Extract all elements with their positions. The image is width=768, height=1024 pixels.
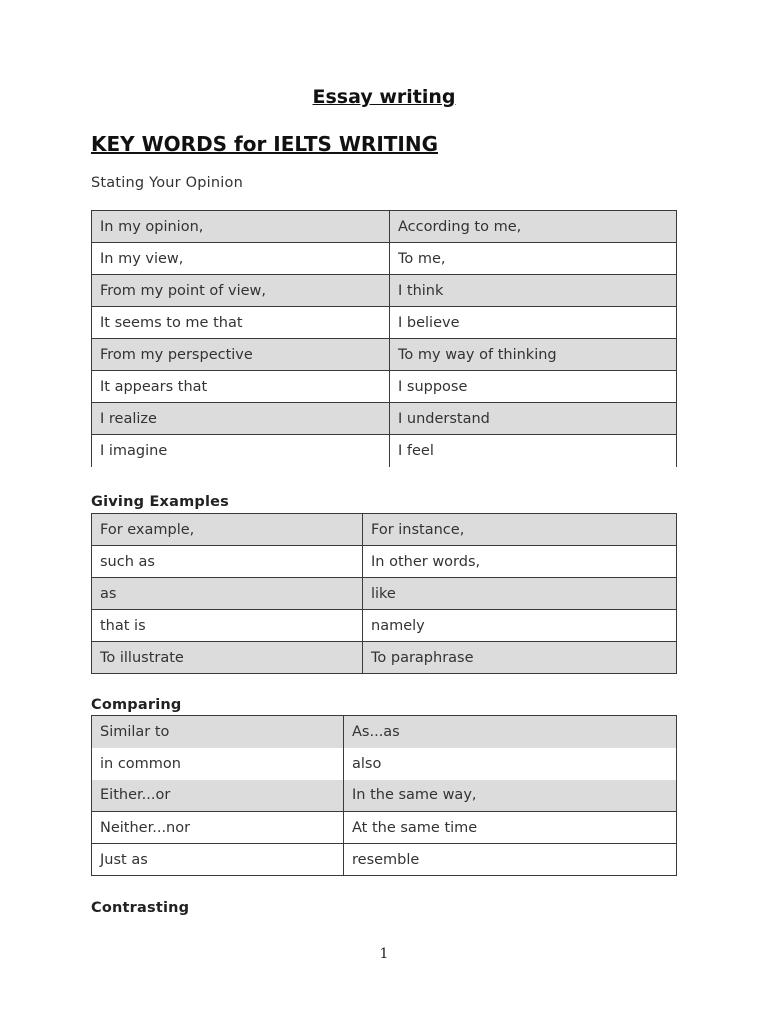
table-row [92,844,677,876]
table-cell: Just as [92,844,344,876]
table-row [92,546,677,578]
table-opinion [91,210,677,467]
table-cell: in common [92,748,344,780]
table-cell: also [344,748,677,780]
table-cell: I imagine [92,435,390,467]
table-cell: I believe [390,307,677,339]
table-cell: I understand [390,403,677,435]
table-row [92,716,677,748]
table-cell: From my perspective [92,339,390,371]
table-cell: From my point of view, [92,275,390,307]
table-row [92,610,677,642]
table-cell: In other words, [363,546,677,578]
table-cell: For example, [92,514,363,546]
table-cell: To my way of thinking [390,339,677,371]
table-examples [91,513,677,674]
table-cell: According to me, [390,211,677,243]
table-comparing [91,715,677,876]
section-heading-contrasting: Contrasting [91,900,190,916]
table-row [92,748,677,780]
table-cell: that is [92,610,363,642]
table-cell: Neither...nor [92,812,344,844]
table-row [92,812,677,844]
table-cell: It seems to me that [92,307,390,339]
section-heading-examples: Giving Examples [91,494,230,510]
table-row [92,403,677,435]
table-cell: For instance, [363,514,677,546]
document-title: Essay writing [312,86,456,108]
table-cell: In my opinion, [92,211,390,243]
table-cell: In my view, [92,243,390,275]
table-cell: I feel [390,435,677,467]
table-row [92,371,677,403]
table-cell: It appears that [92,371,390,403]
table-cell: namely [363,610,677,642]
table-row [92,275,677,307]
table-cell: such as [92,546,363,578]
table-row [92,243,677,275]
table-cell: I suppose [390,371,677,403]
table-cell: To illustrate [92,642,363,674]
section-heading-comparing: Comparing [91,697,182,713]
table-cell: like [363,578,677,610]
table-cell: As...as [344,716,677,748]
table-cell: In the same way, [344,780,677,812]
table-row [92,339,677,371]
section-heading-opinion: Stating Your Opinion [91,175,243,191]
table-row [92,435,677,467]
table-row [92,211,677,243]
table-cell: Similar to [92,716,344,748]
table-row [92,578,677,610]
table-row [92,780,677,812]
table-row [92,642,677,674]
table-cell: resemble [344,844,677,876]
main-heading: KEY WORDS for IELTS WRITING [91,132,438,156]
table-row [92,307,677,339]
table-cell: as [92,578,363,610]
table-cell: Either...or [92,780,344,812]
page-number: 1 [379,946,389,962]
table-cell: To me, [390,243,677,275]
table-cell: To paraphrase [363,642,677,674]
table-cell: At the same time [344,812,677,844]
table-cell: I think [390,275,677,307]
table-cell: I realize [92,403,390,435]
table-row [92,514,677,546]
